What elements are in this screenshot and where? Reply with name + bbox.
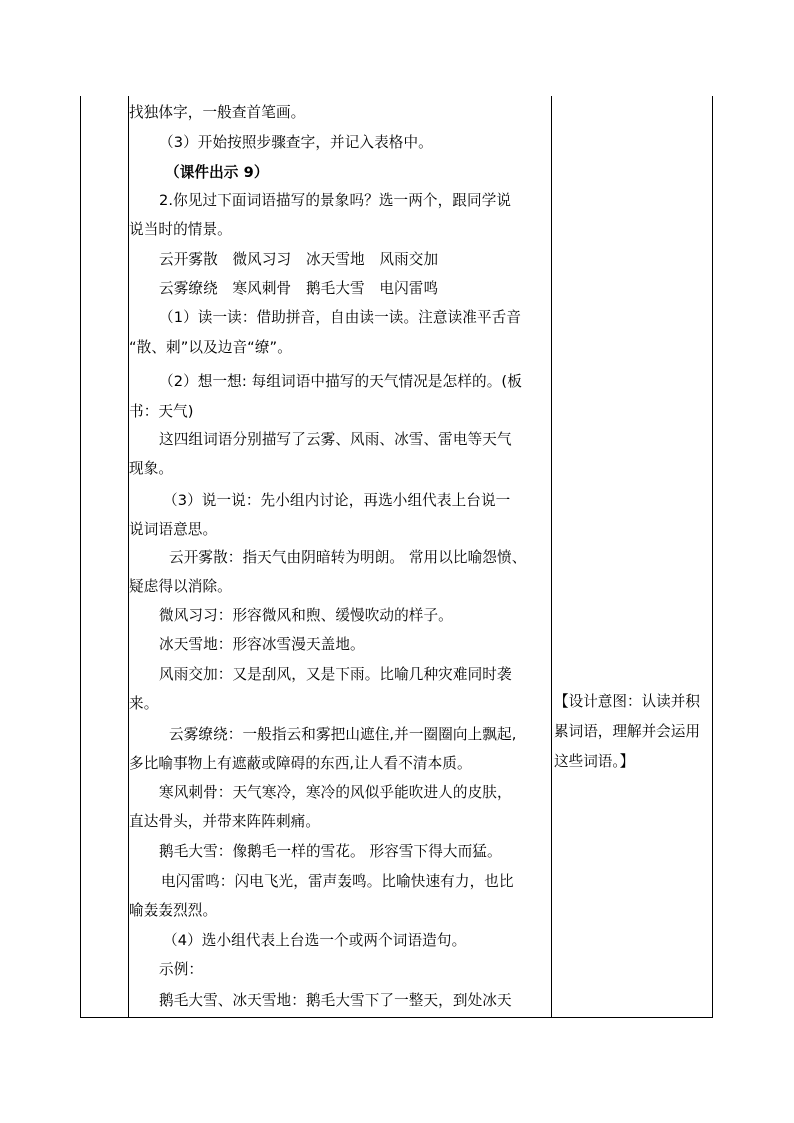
text-line: （3）开始按照步骤查字，并记入表格中。 — [159, 134, 433, 151]
text-line: 2.你见过下面词语描写的景象吗？选一两个，跟同学说 — [159, 192, 512, 209]
text-line: （2）想一想: 每组词语中描写的天气情况是怎样的。(板 — [159, 373, 522, 390]
text-line: （课件出示 9） — [165, 164, 269, 181]
table-divider-2 — [551, 96, 552, 1018]
text-line: 喻轰轰烈烈。 — [129, 902, 218, 919]
text-line: 云开雾散：指天气由阴暗转为明朗。 常用以比喻怨愤、 — [169, 549, 527, 566]
design-intent-line: 这些词语。】 — [554, 753, 635, 770]
design-intent-line: 【设计意图：认读并积 — [554, 693, 700, 710]
text-line: 直达骨头，并带来阵阵刺痛。 — [129, 813, 321, 830]
text-line: 疑虑得以消除。 — [129, 578, 232, 595]
table-border-right — [712, 96, 713, 1018]
text-line: （3）说一说：先小组内讨论，再选小组代表上台说一 — [163, 492, 511, 509]
text-line: 云雾缭绕：一般指云和雾把山遮住,并一圈圈向上飘起, — [169, 726, 517, 743]
text-line: 微风习习：形容微风和煦、缓慢吹动的样子。 — [159, 607, 453, 624]
text-line: 云雾缭绕 寒风刺骨 鹅毛大雪 电闪雷鸣 — [159, 280, 439, 297]
text-line: （1）读一读：借助拼音，自由读一读。注意读准平舌音 — [159, 309, 522, 326]
text-line: 云开雾散 微风习习 冰天雪地 风雨交加 — [159, 251, 439, 268]
text-line: 说当时的情景。 — [129, 221, 232, 238]
text-line: 找独体字，一般查首笔画。 — [129, 104, 306, 121]
text-line: 电闪雷鸣：闪电飞光，雷声轰鸣。比喻快速有力，也比 — [161, 873, 514, 890]
text-line: （4）选小组代表上台选一个或两个词语造句。 — [163, 932, 467, 949]
text-line: 书：天气) — [129, 403, 194, 420]
text-line: 这四组词语分别描写了云雾、风雨、冰雪、雷电等天气 — [159, 431, 512, 448]
text-line: 现象。 — [129, 460, 174, 477]
text-line: 鹅毛大雪：像鹅毛一样的雪花。 形容雪下得大而猛。 — [159, 843, 502, 860]
table-border-left — [80, 96, 81, 1018]
text-line: 示例： — [159, 961, 204, 978]
text-line: 说词语意思。 — [129, 521, 218, 538]
text-line: 多比喻事物上有遮蔽或障碍的东西,让人看不清本质。 — [129, 755, 472, 772]
text-line: 寒风刺骨：天气寒冷，寒冷的风似乎能吹进人的皮肤， — [159, 784, 512, 801]
table-border-bottom — [80, 1017, 713, 1018]
text-line: 鹅毛大雪、冰天雪地：鹅毛大雪下了一整天，到处冰天 — [159, 992, 512, 1009]
design-intent-line: 累词语，理解并会运用 — [554, 723, 700, 740]
text-line: 冰天雪地：形容冰雪漫天盖地。 — [159, 636, 365, 653]
text-line: “散、刺”以及边音“缭”。 — [129, 339, 292, 356]
text-line: 来。 — [129, 695, 159, 712]
text-line: 风雨交加：又是刮风，又是下雨。比喻几种灾难同时袭 — [159, 666, 512, 683]
